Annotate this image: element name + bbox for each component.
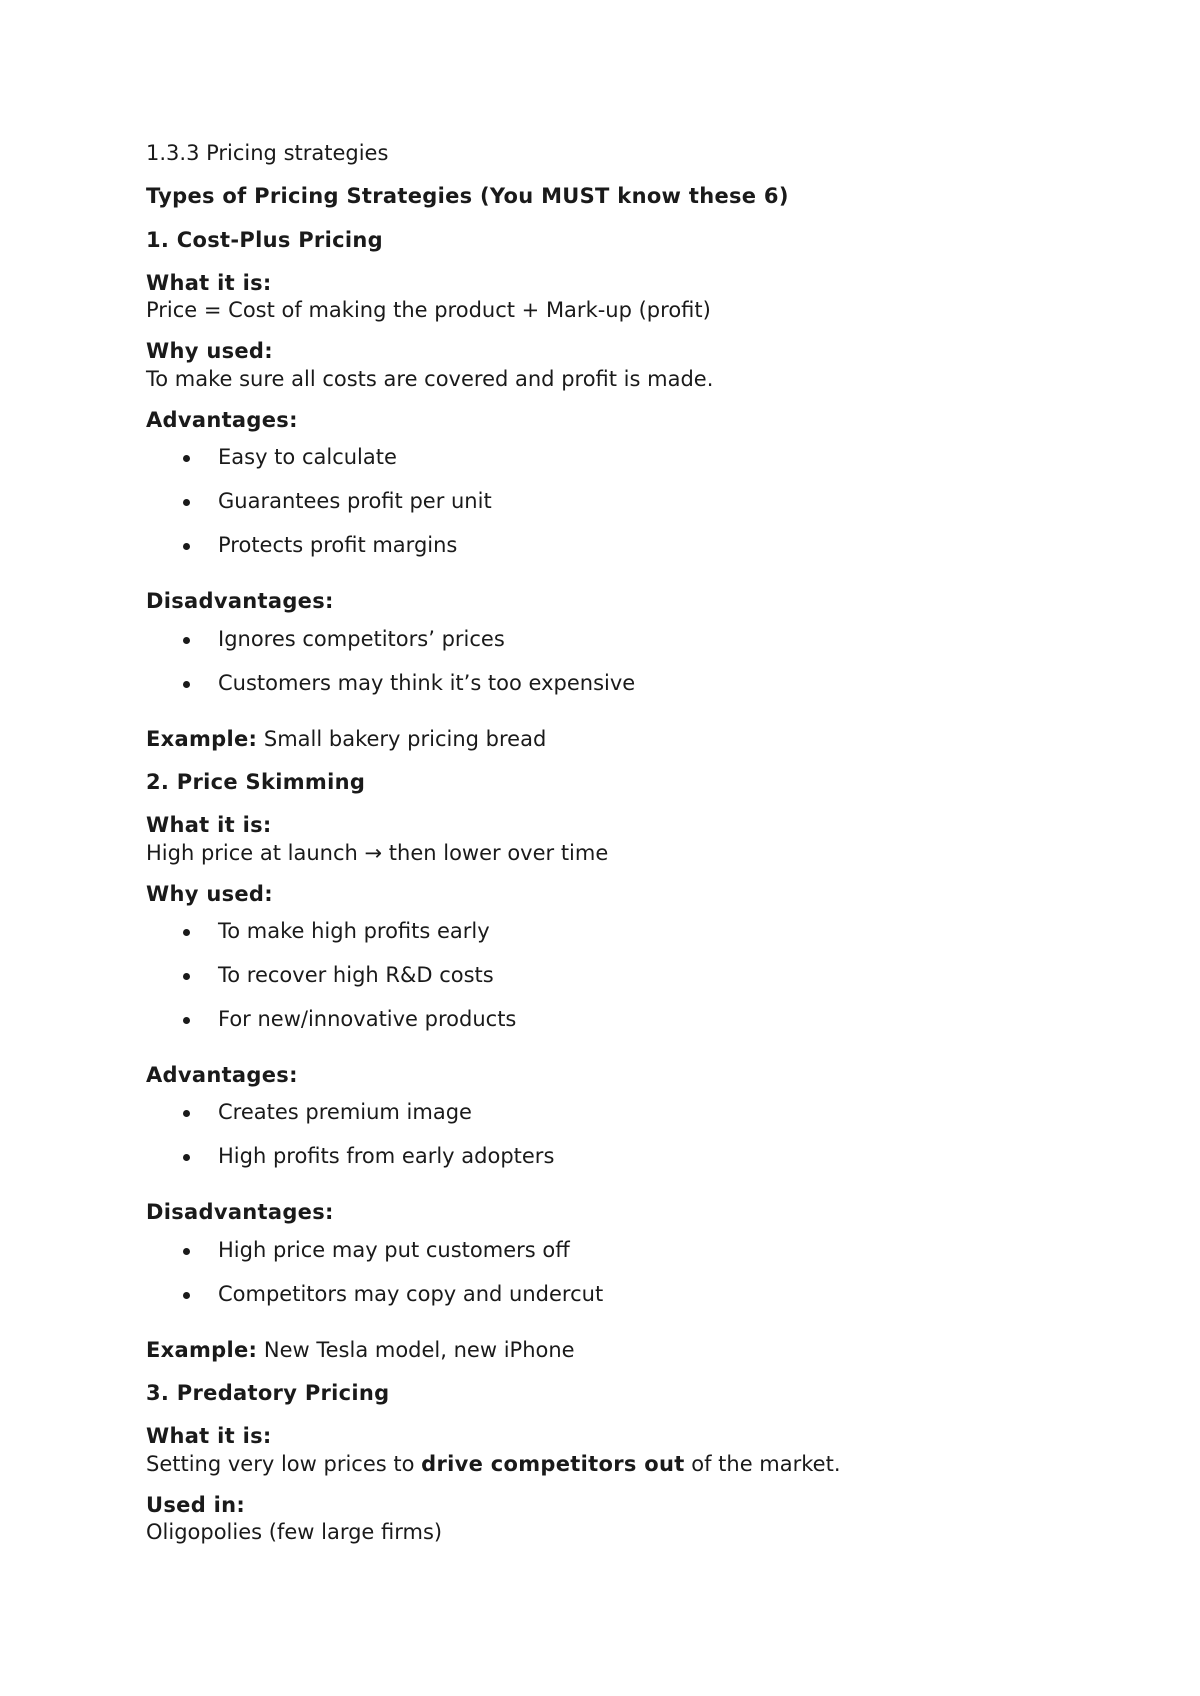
section-2-what <box>146 812 1126 867</box>
what-text: High price at launch → then lower over time <box>146 840 609 865</box>
section-2-why-list <box>146 918 1126 1050</box>
used-in-text: Oligopolies (few large firms) <box>146 1520 443 1545</box>
section-2-disadvantages-list <box>146 1237 1126 1325</box>
bullet-icon <box>183 1110 190 1117</box>
bullet-icon <box>183 1154 190 1161</box>
section-3-what <box>146 1423 1126 1478</box>
what-text: Price = Cost of making the product + Mark-up (profit) <box>146 298 711 323</box>
document-page <box>146 140 1126 1561</box>
list-item: High profits from early adopters <box>146 1143 1126 1187</box>
bullet-icon <box>183 973 190 980</box>
list-item: To make high profits early <box>146 918 1126 962</box>
used-in-label: Used in: <box>146 1492 246 1517</box>
section-1-what <box>146 270 1126 325</box>
list-item: For new/innovative products <box>146 1006 1126 1050</box>
list-item: Ignores competitors’ prices <box>146 626 1126 670</box>
section-2-disadvantages-label: Disadvantages: <box>146 1200 334 1225</box>
bullet-icon <box>183 499 190 506</box>
what-label: What it is: <box>146 270 272 295</box>
list-item: Creates premium image <box>146 1099 1126 1143</box>
list-item: High price may put customers off <box>146 1237 1126 1281</box>
section-1-why <box>146 338 1126 393</box>
list-item: To recover high R&D costs <box>146 962 1126 1006</box>
emphasis-text: drive competitors out <box>421 1451 685 1476</box>
list-item: Customers may think it’s too expensive <box>146 670 1126 714</box>
section-2-why-label: Why used: <box>146 881 273 906</box>
bullet-icon <box>183 929 190 936</box>
what-label: What it is: <box>146 1424 272 1449</box>
list-item: Competitors may copy and undercut <box>146 1281 1126 1325</box>
why-label: Why used: <box>146 339 273 364</box>
example-text: New Tesla model, new iPhone <box>257 1337 575 1362</box>
bullet-icon <box>183 681 190 688</box>
section-2-example <box>146 1337 1126 1364</box>
bullet-icon <box>183 637 190 644</box>
section-1-advantages-label: Advantages: <box>146 408 298 433</box>
list-item: Easy to calculate <box>146 444 1126 488</box>
bullet-icon <box>183 1292 190 1299</box>
section-2-advantages-list <box>146 1099 1126 1187</box>
section-3-used-in <box>146 1492 1126 1547</box>
list-item: Protects profit margins <box>146 532 1126 576</box>
section-1-disadvantages-list <box>146 626 1126 714</box>
list-item: Guarantees profit per unit <box>146 488 1126 532</box>
bullet-icon <box>183 455 190 462</box>
example-text: Small bakery pricing bread <box>257 726 547 751</box>
section-1-advantages-list <box>146 444 1126 576</box>
section-1-disadvantages-label: Disadvantages: <box>146 589 334 614</box>
section-2-heading: 2. Price Skimming <box>146 769 366 794</box>
bullet-icon <box>183 1248 190 1255</box>
what-label: What it is: <box>146 813 272 838</box>
what-text: Setting very low prices to drive competitors out of the market. <box>146 1451 841 1476</box>
bullet-icon <box>183 543 190 550</box>
section-1-example <box>146 726 1126 753</box>
main-heading: Types of Pricing Strategies (You MUST know these 6) <box>146 184 789 209</box>
section-3-heading: 3. Predatory Pricing <box>146 1381 390 1406</box>
why-text: To make sure all costs are covered and profit is made. <box>146 366 714 391</box>
example-label: Example: <box>146 1337 258 1362</box>
bullet-icon <box>183 1017 190 1024</box>
section-2-advantages-label: Advantages: <box>146 1063 298 1088</box>
section-1-heading: 1. Cost-Plus Pricing <box>146 227 383 252</box>
document-title: 1.3.3 Pricing strategies <box>146 141 389 165</box>
example-label: Example: <box>146 726 258 751</box>
